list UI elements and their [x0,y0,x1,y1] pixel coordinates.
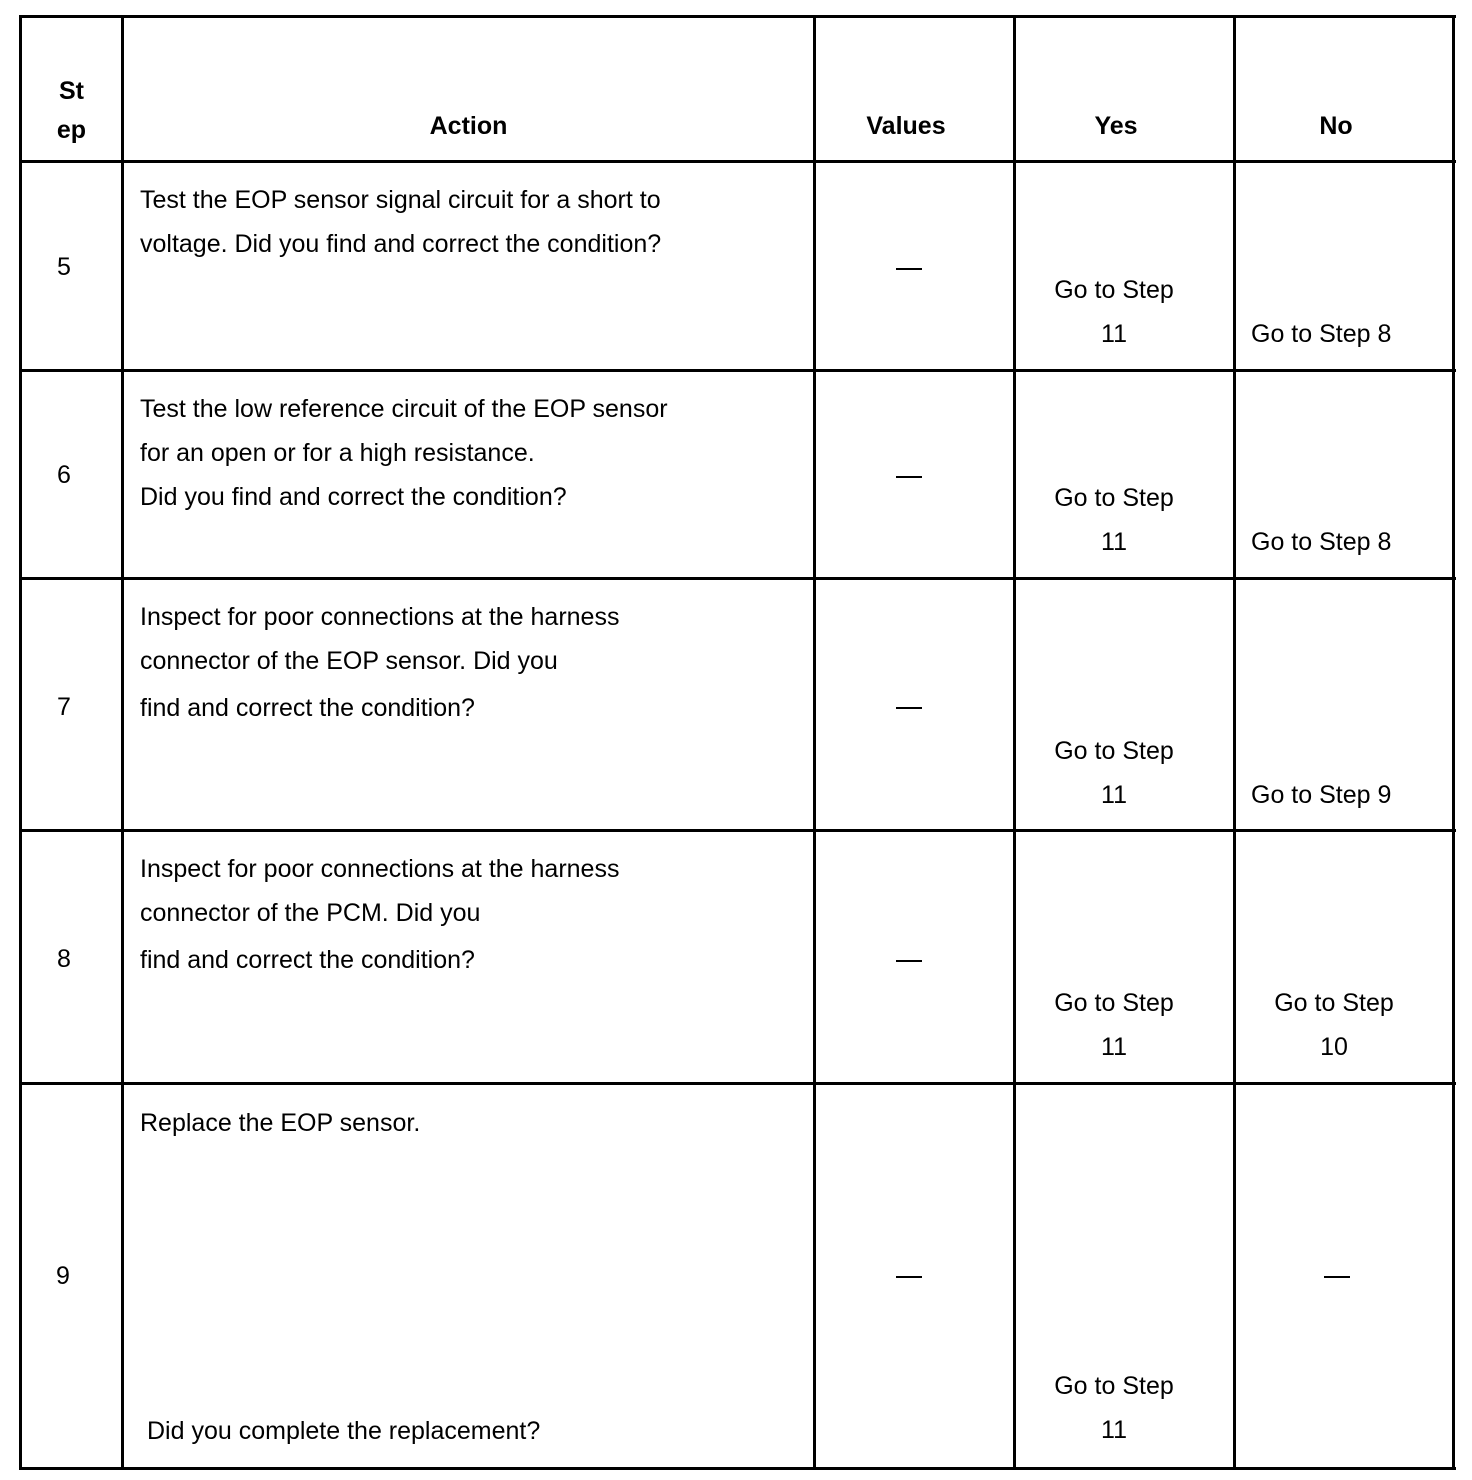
yes-target: Go to Step 11 [1054,276,1174,348]
action-text: Test the low reference circuit of the EOP sensor for an open or for a high resistance. Did you find and correct the condition? [140,395,668,511]
column-divider [121,15,124,1470]
header-step: St ep [56,77,87,144]
row-divider [19,1082,1456,1085]
no-target: Go to Step 8 [1251,320,1392,348]
no-target: Go to Step 9 [1251,781,1392,809]
yes-target: Go to Step 11 [1054,484,1174,556]
column-divider [813,15,816,1470]
header-no: No [1319,112,1353,140]
value-dash [896,476,922,478]
row-divider [19,369,1456,372]
action-text: Inspect for poor connections at the harness connector of the EOP sensor. Did you find and correct the condition? [140,603,620,722]
column-divider [1233,15,1236,1470]
no-target-dash [1324,1276,1350,1278]
value-dash [896,1276,922,1278]
row-divider [19,829,1456,832]
yes-target: Go to Step 11 [1054,737,1174,809]
row-divider [19,577,1456,580]
no-target: Go to Step 8 [1251,528,1392,556]
header-values: Values [866,112,946,140]
header-row-divider [19,160,1456,163]
header-yes: Yes [1094,112,1138,140]
table-border-top [19,15,1456,18]
action-text: Replace the EOP sensor. [140,1109,421,1137]
table-border-left [19,15,22,1470]
table-border-bottom [19,1467,1456,1470]
step-number: 5 [57,253,71,281]
header-action: Action [429,112,508,140]
value-dash [896,268,922,270]
value-dash [896,960,922,962]
step-number: 9 [56,1262,70,1290]
no-target: Go to Step 10 [1274,989,1394,1061]
yes-target: Go to Step 11 [1054,989,1174,1061]
yes-target: Go to Step 11 [1054,1372,1174,1444]
action-text: Test the EOP sensor signal circuit for a short to voltage. Did you find and correct the condition? [140,186,662,258]
action-text: Did you complete the replacement? [147,1417,541,1445]
step-number: 6 [57,461,71,489]
value-dash [896,707,922,709]
step-number: 7 [57,693,71,721]
step-number: 8 [57,945,71,973]
table-border-right [1452,15,1455,1470]
action-text: Inspect for poor connections at the harness connector of the PCM. Did you find and correct the condition? [140,855,620,974]
